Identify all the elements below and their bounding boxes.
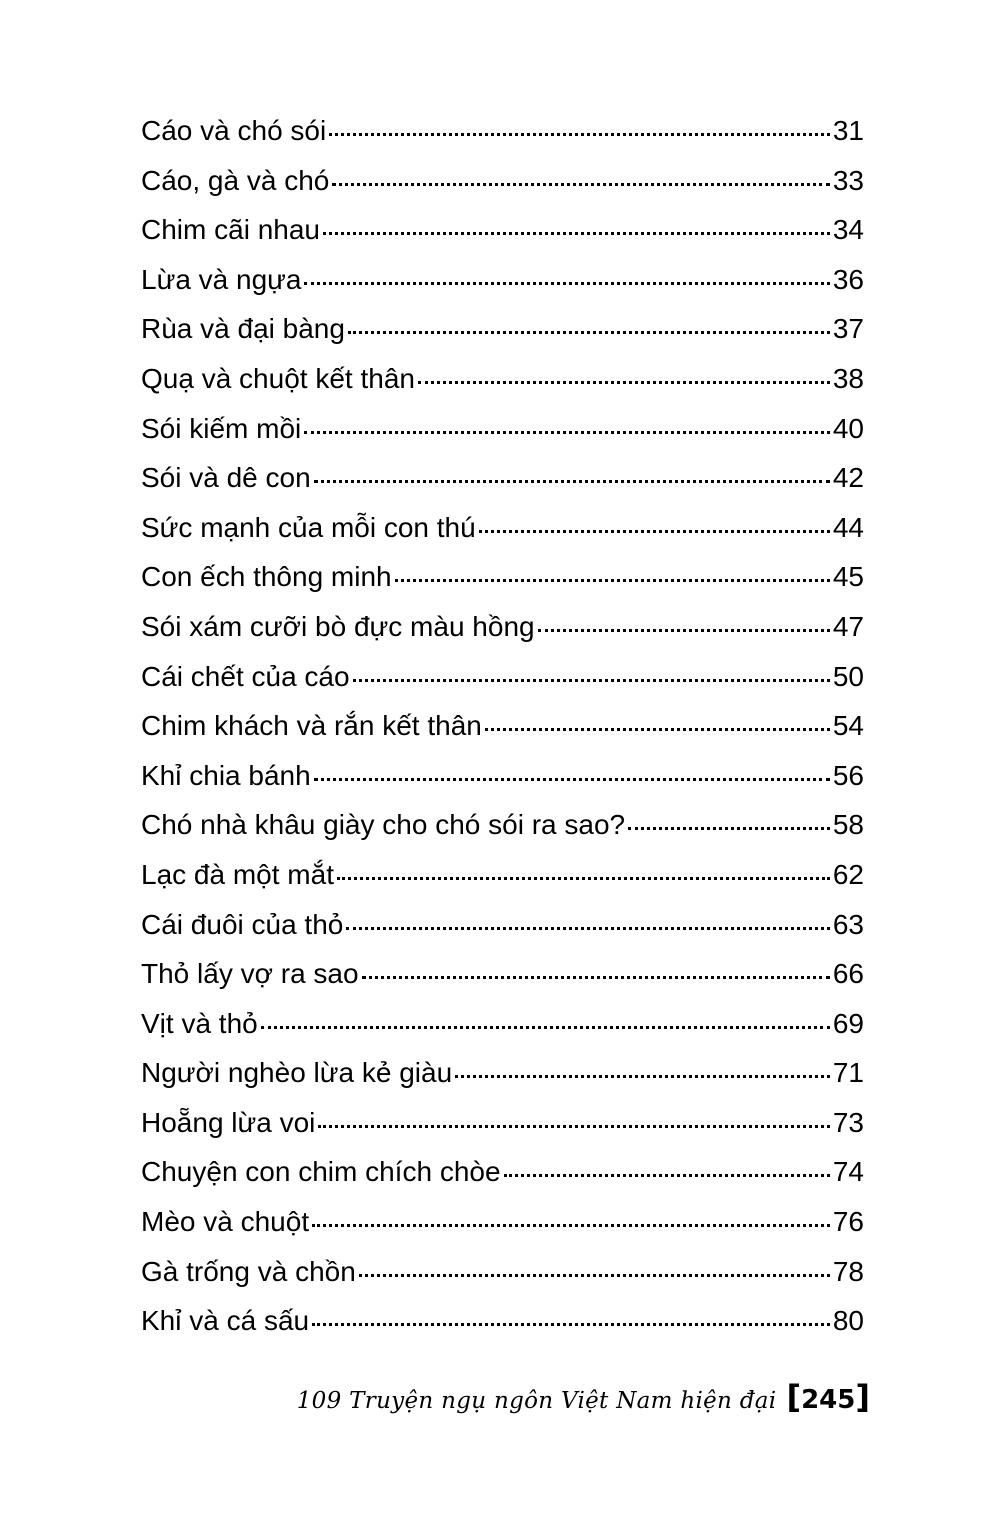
toc-entry-title: Lừa và ngựa <box>141 263 302 295</box>
dot-leader <box>318 1125 829 1128</box>
toc-entry <box>141 800 864 850</box>
toc-entry <box>141 1147 864 1197</box>
toc-entry-page: 56 <box>832 759 864 791</box>
toc-entry-page: 47 <box>832 610 864 642</box>
toc-entry-title: Chó nhà khâu giày cho chó sói ra sao? <box>141 809 626 841</box>
dot-leader <box>353 679 830 682</box>
dot-leader <box>479 530 830 533</box>
toc-entry-page: 50 <box>832 660 864 692</box>
toc-entry <box>141 751 864 801</box>
table-of-contents <box>141 106 864 1346</box>
toc-entry <box>141 156 864 206</box>
toc-entry <box>141 900 864 950</box>
dot-leader <box>418 381 830 384</box>
toc-entry <box>141 106 864 156</box>
running-book-title: 109 Truyện ngụ ngôn Việt Nam hiện đại <box>296 1388 777 1414</box>
toc-entry-page: 63 <box>832 908 864 940</box>
dot-leader <box>314 778 830 781</box>
toc-entry-title: Gà trống và chồn <box>141 1255 356 1287</box>
dot-leader <box>332 183 830 186</box>
toc-entry <box>141 1247 864 1297</box>
toc-entry-title: Cái đuôi của thỏ <box>141 908 344 940</box>
toc-entry <box>141 453 864 503</box>
toc-entry-title: Mèo và chuột <box>141 1206 310 1238</box>
toc-entry <box>141 602 864 652</box>
toc-entry-title: Hoẵng lừa voi <box>141 1106 316 1138</box>
toc-entry-title: Lạc đà một mắt <box>141 858 334 890</box>
dot-leader <box>312 1224 830 1227</box>
toc-entry-title: Chim khách và rắn kết thân <box>141 710 482 742</box>
dot-leader <box>485 728 830 731</box>
toc-entry-page: 80 <box>832 1305 864 1337</box>
toc-entry-title: Cái chết của cáo <box>141 660 350 692</box>
toc-entry-page: 34 <box>832 214 864 246</box>
dot-leader <box>329 133 830 136</box>
toc-entry-page: 37 <box>832 313 864 345</box>
toc-entry-title: Cáo, gà và chó <box>141 164 330 196</box>
toc-entry-page: 38 <box>832 362 864 394</box>
toc-entry-page: 71 <box>832 1057 864 1089</box>
dot-leader <box>337 877 830 880</box>
page-footer <box>280 1378 870 1428</box>
dot-leader <box>323 232 830 235</box>
toc-entry-title: Chuyện con chim chích chòe <box>141 1156 501 1188</box>
toc-entry-page: 74 <box>832 1156 864 1188</box>
page-number <box>786 1378 870 1416</box>
toc-entry-title: Sói xám cưỡi bò đực màu hồng <box>141 610 535 642</box>
dot-leader <box>628 827 830 830</box>
toc-entry-page: 45 <box>832 561 864 593</box>
toc-entry <box>141 255 864 305</box>
toc-entry <box>141 999 864 1049</box>
dot-leader <box>304 431 830 434</box>
toc-entry-page: 40 <box>832 412 864 444</box>
toc-entry-page: 58 <box>832 809 864 841</box>
page-number-value: 245 <box>801 1385 856 1415</box>
dot-leader <box>314 480 830 483</box>
dot-leader <box>359 1274 830 1277</box>
dot-leader <box>395 579 830 582</box>
toc-entry-page: 76 <box>832 1206 864 1238</box>
toc-entry-title: Khỉ chia bánh <box>141 759 311 791</box>
toc-entry <box>141 503 864 553</box>
toc-entry-page: 42 <box>832 462 864 494</box>
toc-entry <box>141 949 864 999</box>
toc-entry-page: 33 <box>832 164 864 196</box>
toc-entry-title: Chim cãi nhau <box>141 214 320 246</box>
toc-entry-title: Vịt và thỏ <box>141 1007 258 1039</box>
dot-leader <box>538 629 830 632</box>
toc-entry <box>141 304 864 354</box>
toc-entry-title: Sói kiếm mồi <box>141 412 302 444</box>
toc-entry-page: 62 <box>832 858 864 890</box>
dot-leader <box>261 1026 830 1029</box>
toc-entry-page: 69 <box>832 1007 864 1039</box>
toc-entry-page: 36 <box>832 263 864 295</box>
page-number-open-bracket: [ <box>786 1378 802 1416</box>
toc-entry-title: Sức mạnh của mỗi con thú <box>141 511 476 543</box>
toc-entry <box>141 1048 864 1098</box>
toc-entry-title: Người nghèo lừa kẻ giàu <box>141 1057 453 1089</box>
toc-entry <box>141 354 864 404</box>
toc-entry <box>141 701 864 751</box>
toc-entry-title: Sói và dê con <box>141 462 311 494</box>
toc-entry-page: 73 <box>832 1106 864 1138</box>
toc-entry-page: 31 <box>832 115 864 146</box>
toc-entry-title: Con ếch thông minh <box>141 561 392 593</box>
toc-entry-page: 44 <box>832 511 864 543</box>
dot-leader <box>455 1075 830 1078</box>
toc-entry-page: 66 <box>832 958 864 990</box>
toc-entry-title: Thỏ lấy vợ ra sao <box>141 958 359 990</box>
toc-entry-title: Cáo và chó sói <box>141 115 327 146</box>
toc-entry <box>141 1296 864 1346</box>
toc-entry-title: Quạ và chuột kết thân <box>141 362 415 394</box>
toc-entry-page: 78 <box>832 1255 864 1287</box>
toc-entry-title: Rùa và đại bàng <box>141 313 345 345</box>
dot-leader <box>362 976 830 979</box>
dot-leader <box>312 1323 830 1326</box>
toc-entry <box>141 850 864 900</box>
page-number-close-bracket: ] <box>855 1378 870 1416</box>
toc-entry-page: 54 <box>832 710 864 742</box>
dot-leader <box>346 927 829 930</box>
toc-entry <box>141 652 864 702</box>
toc-entry <box>141 404 864 454</box>
dot-leader <box>504 1174 830 1177</box>
toc-entry <box>141 1197 864 1247</box>
toc-entry <box>141 1098 864 1148</box>
dot-leader <box>348 331 830 334</box>
toc-entry <box>141 552 864 602</box>
dot-leader <box>304 282 829 285</box>
toc-entry <box>141 205 864 255</box>
toc-entry-title: Khỉ và cá sấu <box>141 1305 310 1337</box>
